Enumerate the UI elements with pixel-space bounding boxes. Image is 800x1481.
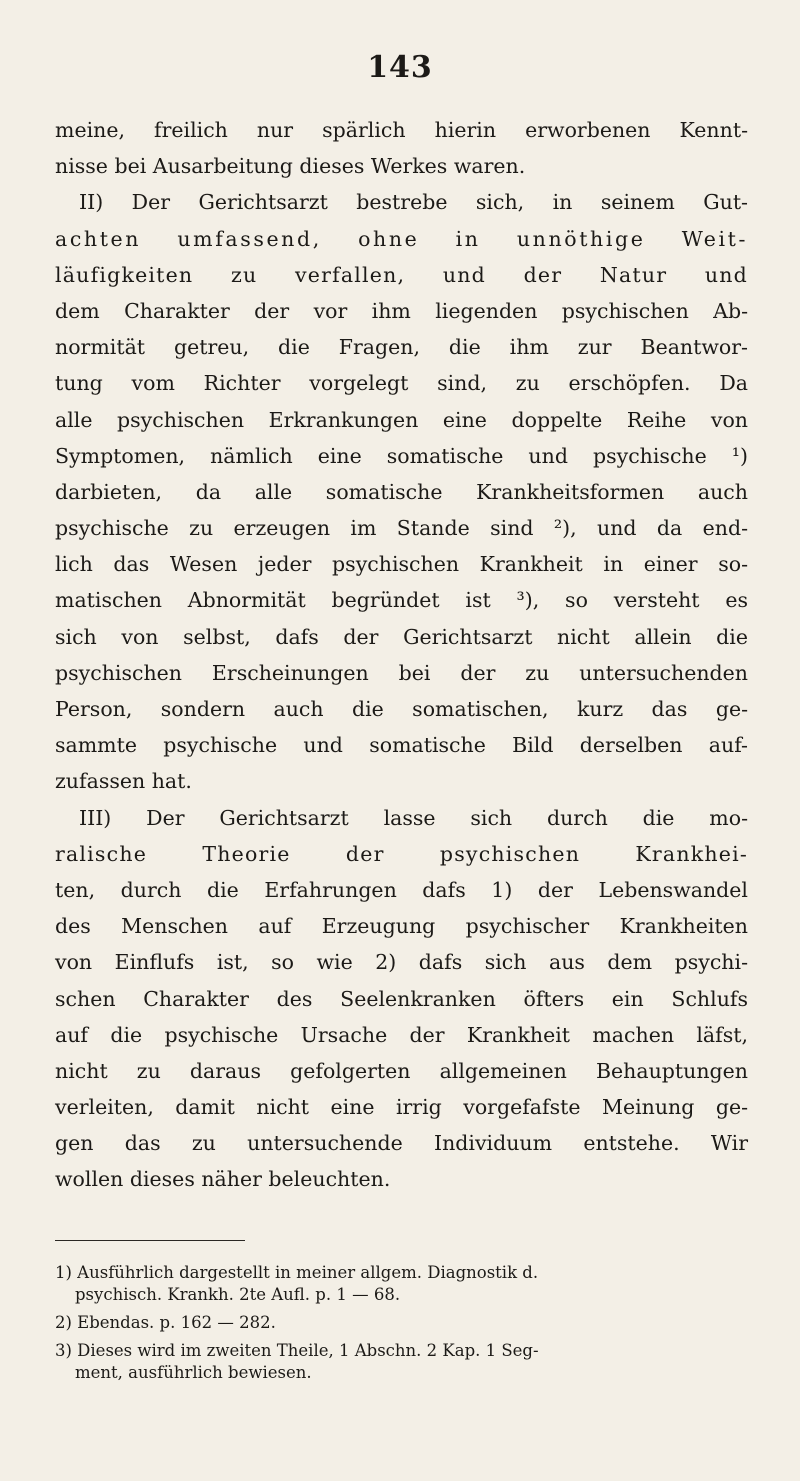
text-line: darbieten, da alle somatische Krankheitsformen auch: [55, 479, 748, 504]
text-line: matischen Abnormität begründet ist ³), so versteht es: [55, 588, 748, 613]
text-line: auf die psychische Ursache der Krankheit machen läfst,: [55, 1022, 748, 1047]
text-line: nisse bei Ausarbeitung dieses Werkes waren.: [55, 154, 526, 179]
text-line: psychischen Erscheinungen bei der zu untersuchenden: [55, 660, 748, 685]
text-line: Person, sondern auch die somatischen, kurz das ge-: [55, 697, 748, 721]
text-line: alle psychischen Erkrankungen eine doppelte Reihe von: [55, 407, 748, 432]
footnote-line: 1) Ausführlich dargestellt in meiner allgem. Diagnostik d.: [55, 1263, 539, 1282]
text-line: tung vom Richter vorgelegt sind, zu erschöpfen. Da: [55, 371, 748, 396]
text-line: zufassen hat.: [55, 769, 192, 794]
footnote-line: 2) Ebendas. p. 162 — 282.: [55, 1313, 276, 1332]
text-line: II) Der Gerichtsarzt bestrebe sich, in seinem Gut-: [79, 190, 748, 215]
footnote-line: ment, ausführlich bewiesen.: [75, 1363, 312, 1382]
text-line: wollen dieses näher beleuchten.: [55, 1167, 391, 1192]
text-line: von Einflufs ist, so wie 2) dafs sich aus dem psychi-: [55, 950, 748, 975]
text-line: sich von selbst, dafs der Gerichtsarzt nicht allein die: [55, 624, 748, 649]
text-line: ralische Theorie der psychischen Krankhei-: [55, 841, 748, 866]
text-line: läufigkeiten zu verfallen, und der Natur und: [55, 262, 748, 287]
footnote-line: 3) Dieses wird im zweiten Theile, 1 Abschn. 2 Kap. 1 Seg-: [55, 1341, 539, 1360]
text-line: gen das zu untersuchende Individuum entstehe. Wir: [55, 1131, 748, 1156]
text-line: Symptomen, nämlich eine somatische und psychische ¹): [55, 443, 748, 468]
page-number: 143: [367, 50, 433, 85]
text-line: des Menschen auf Erzeugung psychischer Krankheiten: [55, 914, 748, 939]
main-text: [55, 112, 748, 1198]
footnote-line: psychisch. Krankh. 2te Aufl. p. 1 — 68.: [75, 1285, 401, 1304]
text-line: normität getreu, die Fragen, die ihm zur Beantwor-: [55, 335, 748, 360]
text-line: III) Der Gerichtsarzt lasse sich durch die mo-: [79, 805, 748, 830]
text-line: dem Charakter der vor ihm liegenden psychischen Ab-: [55, 298, 748, 323]
text-line: meine, freilich nur spärlich hierin erworbenen Kennt-: [55, 118, 748, 142]
text-line: ten, durch die Erfahrungen dafs 1) der Lebenswandel: [55, 877, 748, 902]
text-line: schen Charakter des Seelenkranken öfters ein Schlufs: [55, 986, 748, 1011]
text-line: verleiten, damit nicht eine irrig vorgefafste Meinung ge-: [55, 1095, 748, 1120]
text-line: nicht zu daraus gefolgerten allgemeinen Behauptungen: [55, 1058, 748, 1083]
text-line: psychische zu erzeugen im Stande sind ²), und da end-: [55, 516, 748, 541]
footnotes: [55, 1262, 748, 1384]
footnote-divider: [55, 1240, 245, 1241]
text-line: achten umfassend, ohne in unnöthige Weit-: [55, 226, 748, 251]
text-line: lich das Wesen jeder psychischen Krankheit in einer so-: [55, 552, 748, 577]
text-line: sammte psychische und somatische Bild derselben auf-: [55, 733, 748, 758]
